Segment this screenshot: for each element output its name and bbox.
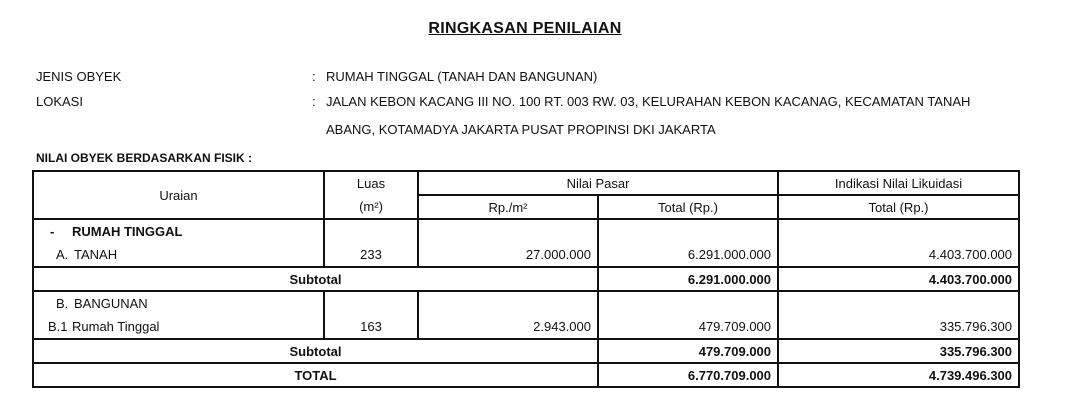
subtotal-tanah-total: 6.291.000.000 [598,267,778,291]
rumah-code: B.1 [48,319,68,334]
tanah-total: 6.291.000.000 [598,243,778,267]
rumah-rp-m2: 2.943.000 [418,315,598,339]
table-row [33,315,1019,339]
group-label: RUMAH TINGGAL [72,224,183,239]
bangunan-uraian [33,291,324,315]
tanah-name: TANAH [74,247,118,262]
rumah-name: Rumah Tinggal [72,319,160,334]
group-row [33,219,324,243]
rumah-uraian [33,315,324,339]
page-title: RINGKASAN PENILAIAN [428,20,622,37]
grand-total-likuidasi: 4.739.496.300 [778,363,1019,387]
jenis-obyek-value: RUMAH TINGGAL (TANAH DAN BANGUNAN) [326,69,598,84]
rumah-luas: 163 [324,315,418,339]
header-total-rp: Total (Rp.) [598,195,778,219]
bangunan-code: B. [56,296,69,311]
lokasi-label: LOKASI [36,94,83,109]
subtotal-bangunan-label: Subtotal [33,339,598,363]
header-luas: Luas [324,171,418,195]
grand-total: 6.770.709.000 [598,363,778,387]
tanah-code: A. [56,247,69,262]
header-luas-unit: (m²) [324,195,418,219]
header-uraian: Uraian [33,171,324,219]
jenis-obyek-label: JENIS OBYEK [36,69,122,84]
lokasi-colon: : [312,94,316,109]
jenis-obyek-colon: : [312,69,316,84]
bangunan-name: BANGUNAN [74,296,148,311]
table-row [33,243,1019,267]
header-indikasi: Indikasi Nilai Likuidasi [778,171,1019,195]
tanah-luas: 233 [324,243,418,267]
lokasi-value-line2: ABANG, KOTAMADYA JAKARTA PUSAT PROPINSI DKI JAKARTA [326,122,716,137]
lokasi-value-line1: JALAN KEBON KACANG III NO. 100 RT. 003 RW. 03, KELURAHAN KEBON KACANAG, KECAMATAN TANAH [326,94,971,109]
subtotal-bangunan-total: 479.709.000 [598,339,778,363]
header-rp-m2: Rp./m² [418,195,598,219]
valuation-table [32,170,1020,388]
section-title: NILAI OBYEK BERDASARKAN FISIK : [36,151,253,165]
subtotal-bangunan-likuidasi: 335.796.300 [778,339,1019,363]
rumah-likuidasi: 335.796.300 [778,315,1019,339]
subtotal-tanah-label: Subtotal [33,267,598,291]
tanah-rp-m2: 27.000.000 [418,243,598,267]
total-label: TOTAL [33,363,598,387]
tanah-likuidasi: 4.403.700.000 [778,243,1019,267]
rumah-total: 479.709.000 [598,315,778,339]
group-bullet: - [50,224,55,239]
header-nilai-pasar: Nilai Pasar [418,171,778,195]
tanah-uraian [33,243,324,267]
header-total-rp-likuidasi: Total (Rp.) [778,195,1019,219]
subtotal-tanah-likuidasi: 4.403.700.000 [778,267,1019,291]
